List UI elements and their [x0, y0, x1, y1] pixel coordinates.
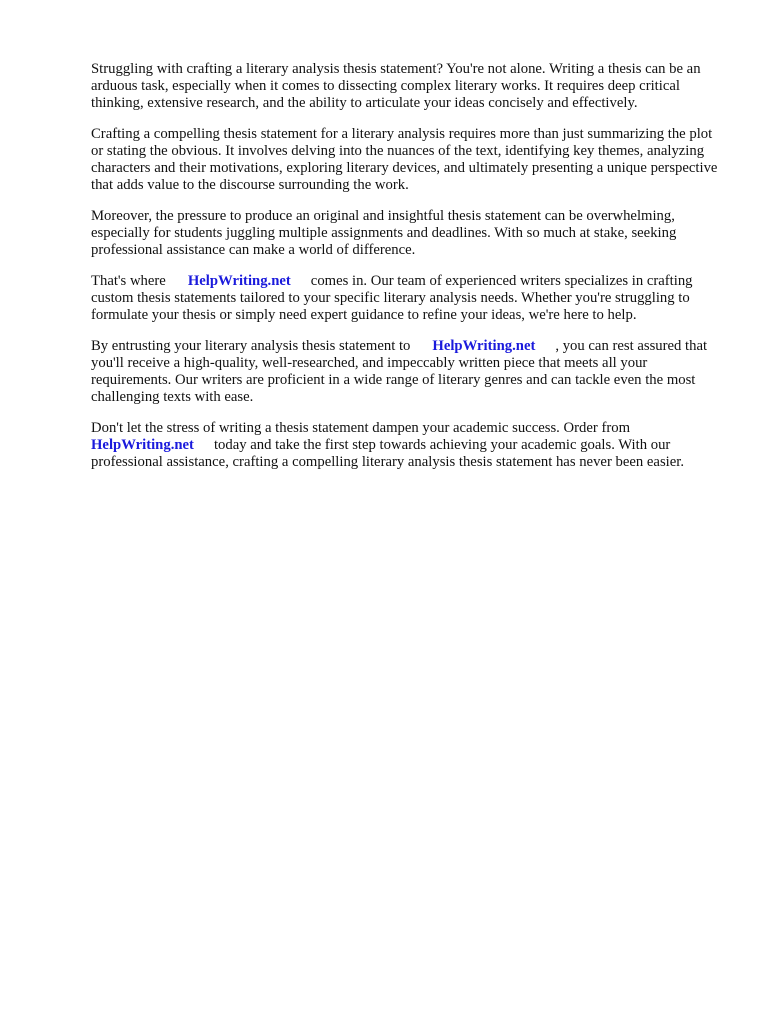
paragraph-text-before: Don't let the stress of writing a thesis statement dampen your academic success. Order from: [91, 420, 630, 436]
paragraph-text-after: comes in. Our team of experienced writers specializes in crafting custom thesis statements tailored to your specific literary analysis needs. Whether you're struggling to formulate your thesis or simply need expert guidance to refine your ideas, we're here to help.: [91, 273, 693, 323]
paragraph-text-before: That's where: [91, 273, 166, 289]
paragraph-helpwriting-intro: [91, 273, 723, 324]
paragraph-text: Moreover, the pressure to produce an original and insightful thesis statement can be overwhelming, especially for students juggling multiple assignments and deadlines. With so much at stake, seeking professional assistance can make a world of difference.: [91, 208, 677, 258]
helpwriting-link[interactable]: HelpWriting.net: [187, 273, 291, 289]
paragraph-crafting: [91, 126, 723, 194]
paragraph-closing: [91, 420, 723, 471]
helpwriting-link[interactable]: HelpWriting.net: [91, 437, 194, 453]
paragraph-pressure: [91, 208, 723, 259]
document-body: [91, 61, 723, 485]
paragraph-entrusting: [91, 338, 723, 406]
paragraph-text: Crafting a compelling thesis statement for a literary analysis requires more than just summarizing the plot or stating the obvious. It involves delving into the nuances of the text, identifying key themes, analyzing characters and their motivations, exploring literary devices, and ultimately presenting a unique perspective that adds value to the discourse surrounding the work.: [91, 126, 718, 193]
paragraph-text-after: today and take the first step towards achieving your academic goals. With our professional assistance, crafting a compelling literary analysis thesis statement has never been easier.: [91, 437, 685, 470]
helpwriting-link[interactable]: HelpWriting.net: [432, 338, 536, 354]
paragraph-text: Struggling with crafting a literary analysis thesis statement? You're not alone. Writing a thesis can be an arduous task, especially when it comes to dissecting complex literary works. It requires deep critical thinking, extensive research, and the ability to articulate your ideas concisely and effectively.: [91, 61, 701, 111]
paragraph-text-before: By entrusting your literary analysis thesis statement to: [91, 338, 411, 354]
paragraph-intro: [91, 61, 723, 112]
paragraph-text-after: , you can rest assured that you'll receive a high-quality, well-researched, and impeccably written piece that meets all your requirements. Our writers are proficient in a wide range of literary genres and can tackle even the most challenging texts with ease.: [91, 338, 708, 405]
